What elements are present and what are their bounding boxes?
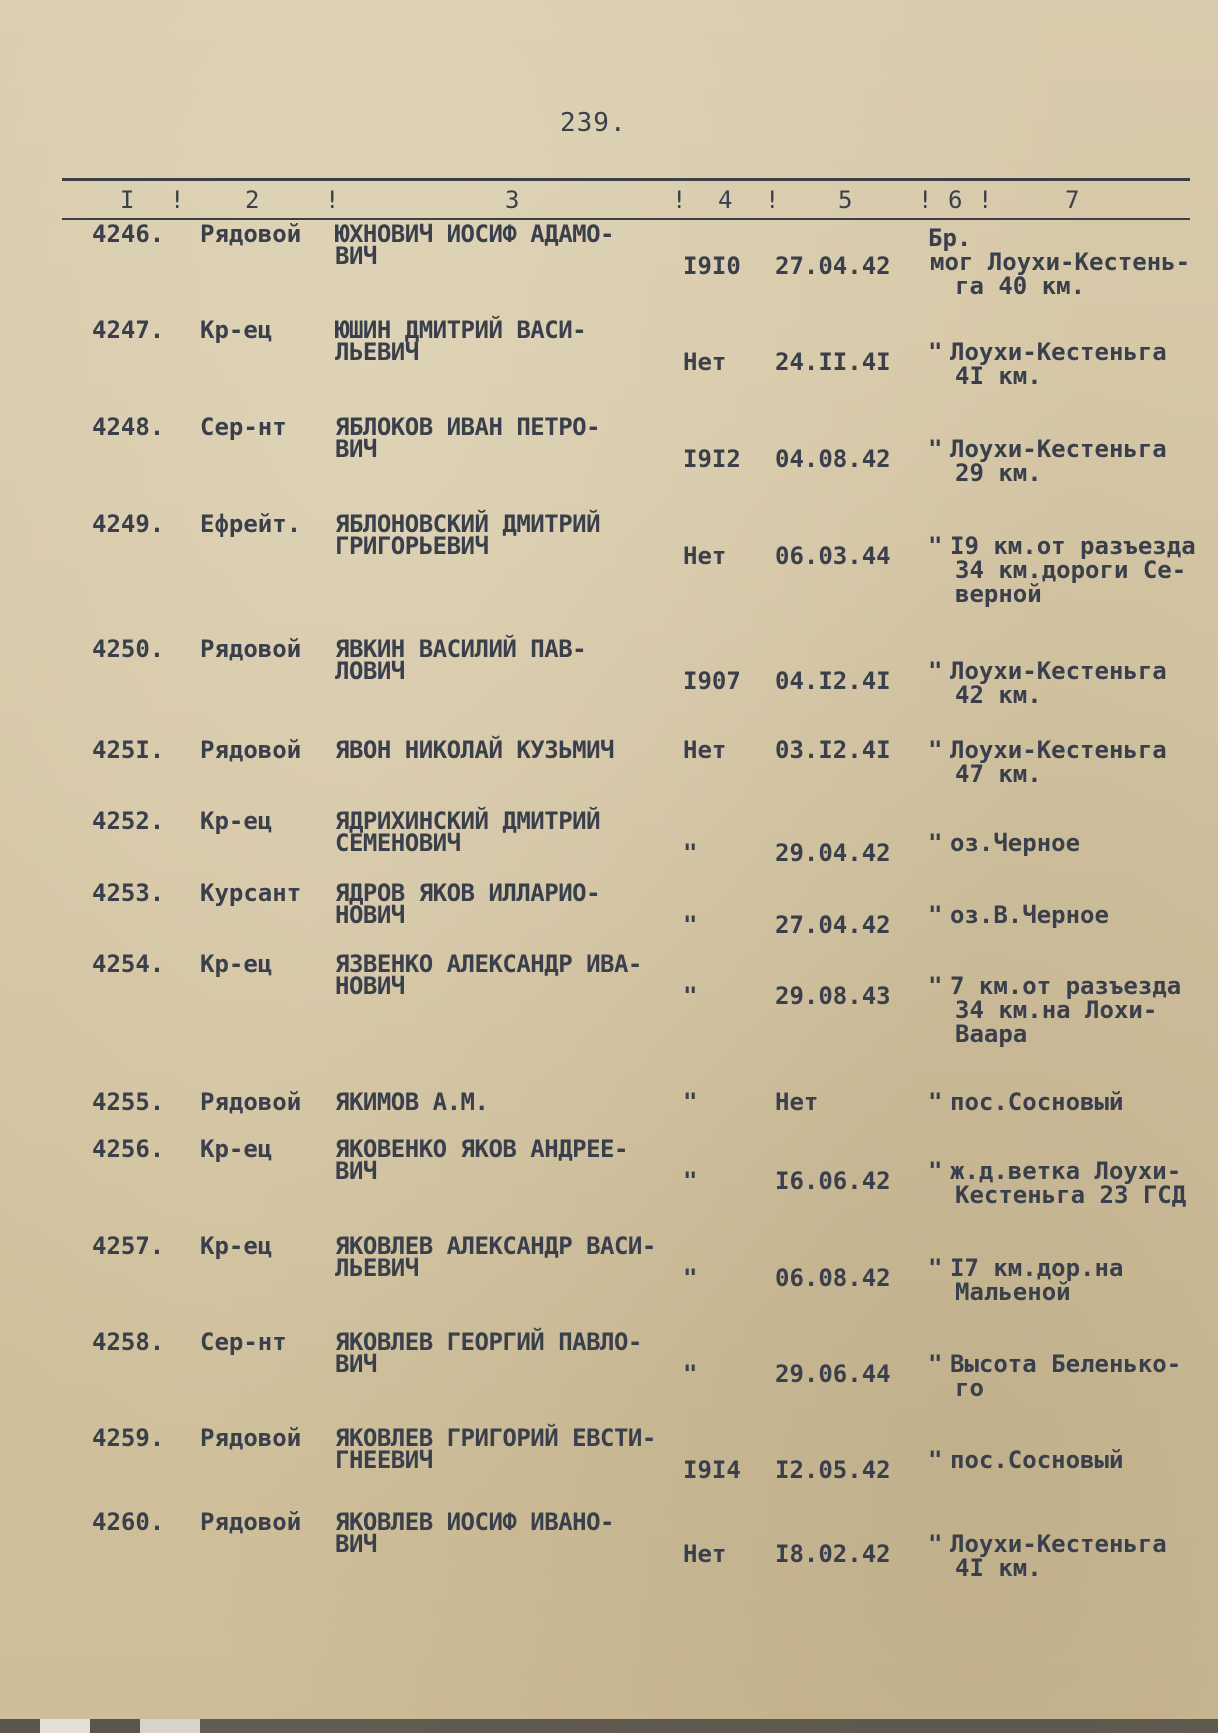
header-col-2: 2: [245, 186, 260, 214]
cell-year: Нет: [683, 542, 727, 570]
cell-date: I8.02.42: [775, 1540, 891, 1568]
cell-col6: ": [928, 435, 943, 463]
cell-name1: ЯДРОВ ЯКОВ ИЛЛАРИО-: [335, 879, 601, 907]
header-col-6: 6: [948, 186, 963, 214]
cell-rank: Рядовой: [200, 220, 302, 248]
cell-place1: оз.Черное: [950, 829, 1081, 857]
cell-name1: ЯЗВЕНКО АЛЕКСАНДР ИВА-: [335, 950, 642, 978]
cell-name1: ЯКОВЛЕВ АЛЕКСАНДР ВАСИ-: [335, 1232, 656, 1260]
cell-year: ": [683, 1264, 698, 1292]
cell-rank: Рядовой: [200, 1088, 302, 1116]
cell-date: 04.I2.4I: [775, 667, 891, 695]
cell-name2: ВИЧ: [335, 242, 377, 270]
cell-name2: СЕМЕНОВИЧ: [335, 829, 461, 857]
scan-edge-strip: [0, 1719, 1218, 1733]
cell-year: I907: [683, 667, 741, 695]
cell-year: ": [683, 911, 698, 939]
cell-date: 24.II.4I: [775, 348, 891, 376]
header-separator: !: [918, 186, 933, 214]
cell-num: 4252.: [92, 807, 165, 835]
cell-rank: Рядовой: [200, 1424, 302, 1452]
page-number: 239.: [560, 108, 627, 138]
cell-place2: Мальеной: [955, 1278, 1071, 1306]
cell-rank: Кр-ец: [200, 807, 273, 835]
cell-year: I9I2: [683, 445, 741, 473]
cell-name1: ЯКОВЛЕВ ГЕОРГИЙ ПАВЛО-: [335, 1328, 642, 1356]
cell-num: 4260.: [92, 1508, 165, 1536]
cell-num: 4250.: [92, 635, 165, 663]
cell-num: 4259.: [92, 1424, 165, 1452]
cell-place2: га 40 км.: [955, 272, 1086, 300]
cell-place1: пос.Сосновый: [950, 1088, 1124, 1116]
cell-num: 4257.: [92, 1232, 165, 1260]
cell-date: 27.04.42: [775, 911, 891, 939]
cell-col6: ": [928, 736, 943, 764]
cell-name1: ЯКОВЕНКО ЯКОВ АНДРЕЕ-: [335, 1135, 628, 1163]
header-separator: !: [765, 186, 780, 214]
cell-year: ": [683, 1360, 698, 1388]
cell-rank: Сер-нт: [200, 1328, 287, 1356]
cell-col6: ": [928, 657, 943, 685]
header-separator: !: [978, 186, 993, 214]
cell-place1: I9 км.от разъезда: [950, 532, 1196, 560]
cell-date: 06.08.42: [775, 1264, 891, 1292]
cell-date: 29.04.42: [775, 839, 891, 867]
cell-place3: верной: [955, 580, 1042, 608]
cell-col6: ": [928, 829, 943, 857]
header-col-3: 3: [505, 186, 520, 214]
cell-name2: НОВИЧ: [335, 972, 405, 1000]
cell-name1: ЯБЛОКОВ ИВАН ПЕТРО-: [335, 413, 601, 441]
cell-num: 4255.: [92, 1088, 165, 1116]
cell-name2: ВИЧ: [335, 1530, 377, 1558]
cell-place2: 34 км.дороги Се-: [955, 556, 1187, 584]
cell-num: 4254.: [92, 950, 165, 978]
cell-name2: ЛЬЕВИЧ: [335, 1254, 419, 1282]
header-col-1: I: [120, 186, 135, 214]
cell-rank: Ефрейт.: [200, 510, 302, 538]
cell-name2: ГРИГОРЬЕВИЧ: [335, 532, 489, 560]
cell-name1: ЯКИМОВ А.М.: [335, 1088, 489, 1116]
cell-name1: ЯБЛОНОВСКИЙ ДМИТРИЙ: [335, 510, 601, 538]
cell-name1: ЯКОВЛЕВ ГРИГОРИЙ ЕВСТИ-: [335, 1424, 656, 1452]
cell-col6: ": [928, 532, 943, 560]
cell-place1: 7 км.от разъезда: [950, 972, 1182, 1000]
cell-date: I6.06.42: [775, 1167, 891, 1195]
cell-place2: 47 км.: [955, 760, 1042, 788]
cell-place1: Лоухи-Кестеньга: [950, 435, 1167, 463]
cell-place2: 34 км.на Лохи-: [955, 996, 1158, 1024]
cell-name2: ВИЧ: [335, 1157, 377, 1185]
cell-name2: НОВИЧ: [335, 901, 405, 929]
cell-place1: Лоухи-Кестеньга: [950, 338, 1167, 366]
cell-place1: Высота Беленько-: [950, 1350, 1182, 1378]
cell-place1: Лоухи-Кестеньга: [950, 657, 1167, 685]
cell-name2: ВИЧ: [335, 1350, 377, 1378]
cell-name1: ЯВКИН ВАСИЛИЙ ПАВ-: [335, 635, 587, 663]
cell-place2: 4I км.: [955, 362, 1042, 390]
cell-rank: Рядовой: [200, 736, 302, 764]
cell-num: 425I.: [92, 736, 165, 764]
cell-date: 29.08.43: [775, 982, 891, 1010]
cell-name1: ЯВОН НИКОЛАЙ КУЗЬМИЧ: [335, 736, 614, 764]
cell-col6: ": [928, 338, 943, 366]
cell-name1: ЯДРИХИНСКИЙ ДМИТРИЙ: [335, 807, 601, 835]
cell-rank: Курсант: [200, 879, 302, 907]
cell-place1: Лоухи-Кестеньга: [950, 1530, 1167, 1558]
cell-rank: Кр-ец: [200, 316, 273, 344]
cell-col6: ": [928, 1157, 943, 1185]
cell-name2: ЛЬЕВИЧ: [335, 338, 419, 366]
cell-place2: Кестеньга 23 ГСД: [955, 1181, 1187, 1209]
cell-col6: ": [928, 901, 943, 929]
cell-col6: ": [928, 1446, 943, 1474]
cell-place1: ж.д.ветка Лоухи-: [950, 1157, 1182, 1185]
cell-place2: го: [955, 1374, 984, 1402]
header-col-5: 5: [838, 186, 853, 214]
cell-col6: ": [928, 1088, 943, 1116]
cell-place3: Ваара: [955, 1020, 1028, 1048]
header-separator: !: [170, 186, 185, 214]
cell-rank: Рядовой: [200, 1508, 302, 1536]
cell-year: ": [683, 1167, 698, 1195]
cell-num: 4248.: [92, 413, 165, 441]
cell-num: 4256.: [92, 1135, 165, 1163]
cell-date: 27.04.42: [775, 252, 891, 280]
cell-place1: мог Лоухи-Кестень-: [930, 248, 1191, 276]
cell-year: Нет: [683, 1540, 727, 1568]
table-top-rule: [62, 178, 1190, 181]
header-separator: !: [672, 186, 687, 214]
cell-year: ": [683, 982, 698, 1010]
cell-year: ": [683, 1088, 698, 1116]
cell-rank: Кр-ец: [200, 1232, 273, 1260]
cell-name1: ЮХНОВИЧ ИОСИФ АДАМО-: [335, 220, 614, 248]
cell-name1: ЯКОВЛЕВ ИОСИФ ИВАНО-: [335, 1508, 614, 1536]
cell-year: Нет: [683, 348, 727, 376]
cell-name2: ГНЕЕВИЧ: [335, 1446, 433, 1474]
cell-place2: 4I км.: [955, 1554, 1042, 1582]
cell-rank: Сер-нт: [200, 413, 287, 441]
cell-place2: 29 км.: [955, 459, 1042, 487]
cell-num: 4247.: [92, 316, 165, 344]
cell-date: I2.05.42: [775, 1456, 891, 1484]
cell-col6: Бр.: [928, 224, 972, 252]
cell-date: 03.I2.4I: [775, 736, 891, 764]
cell-rank: Кр-ец: [200, 950, 273, 978]
cell-num: 4258.: [92, 1328, 165, 1356]
cell-year: I9I4: [683, 1456, 741, 1484]
cell-col6: ": [928, 1254, 943, 1282]
cell-place1: Лоухи-Кестеньга: [950, 736, 1167, 764]
cell-name2: ВИЧ: [335, 435, 377, 463]
cell-date: Нет: [775, 1088, 819, 1116]
header-col-7: 7: [1065, 186, 1080, 214]
header-col-4: 4: [718, 186, 733, 214]
cell-date: 04.08.42: [775, 445, 891, 473]
cell-date: 29.06.44: [775, 1360, 891, 1388]
header-separator: !: [325, 186, 340, 214]
cell-place1: пос.Сосновый: [950, 1446, 1124, 1474]
cell-num: 4249.: [92, 510, 165, 538]
cell-year: ": [683, 839, 698, 867]
cell-place1: оз.В.Черное: [950, 901, 1109, 929]
cell-date: 06.03.44: [775, 542, 891, 570]
cell-num: 4246.: [92, 220, 165, 248]
cell-col6: ": [928, 1350, 943, 1378]
cell-rank: Рядовой: [200, 635, 302, 663]
cell-name2: ЛОВИЧ: [335, 657, 405, 685]
cell-rank: Кр-ец: [200, 1135, 273, 1163]
cell-place1: I7 км.дор.на: [950, 1254, 1124, 1282]
cell-place2: 42 км.: [955, 681, 1042, 709]
cell-year: I9I0: [683, 252, 741, 280]
cell-name1: ЮШИН ДМИТРИЙ ВАСИ-: [335, 316, 587, 344]
cell-col6: ": [928, 1530, 943, 1558]
cell-num: 4253.: [92, 879, 165, 907]
cell-col6: ": [928, 972, 943, 1000]
cell-year: Нет: [683, 736, 727, 764]
